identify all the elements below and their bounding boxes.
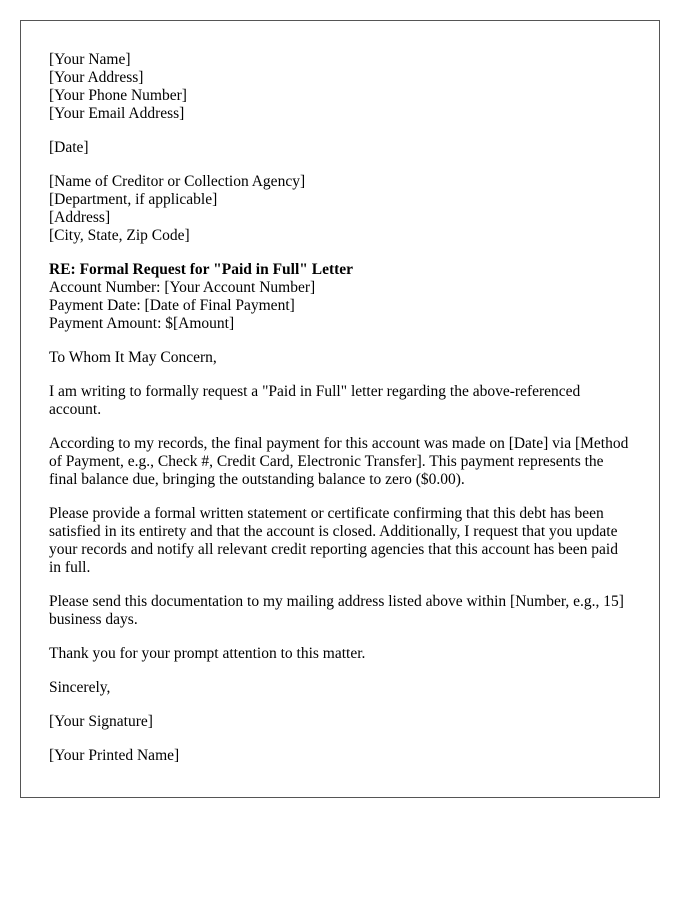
closing-signature: [Your Signature]	[49, 713, 153, 730]
recipient-department: [Department, if applicable]	[49, 191, 218, 208]
payment-amount: Payment Amount: $[Amount]	[49, 315, 235, 332]
recipient-block	[49, 173, 631, 245]
salutation: To Whom It May Concern,	[49, 349, 217, 366]
sender-phone: [Your Phone Number]	[49, 87, 187, 104]
body-paragraph-2: According to my records, the final payment for this account was made on [Date] via [Method of Payment, e.g., Check #, Credit Card, Electronic Transfer]. This payment represents the final balance due, bringing the outstanding balance to zero ($0.00).	[49, 435, 629, 488]
subject-block	[49, 261, 631, 333]
date-block	[49, 139, 631, 157]
sender-email: [Your Email Address]	[49, 105, 185, 122]
recipient-name: [Name of Creditor or Collection Agency]	[49, 173, 306, 190]
closing-printed-name: [Your Printed Name]	[49, 747, 180, 764]
sender-name: [Your Name]	[49, 51, 131, 68]
closing-valediction: Sincerely,	[49, 679, 111, 696]
recipient-address: [Address]	[49, 209, 111, 226]
body-paragraph-3: Please provide a formal written statement or certificate confirming that this debt has been satisfied in its entirety and that the account is closed. Additionally, I request that you update your records and notify all relevant credit reporting agencies that this account has been paid in full.	[49, 505, 618, 576]
body-paragraph-5: Thank you for your prompt attention to this matter.	[49, 645, 366, 662]
sender-block	[49, 51, 631, 123]
recipient-city-state-zip: [City, State, Zip Code]	[49, 227, 190, 244]
letter-document	[20, 20, 660, 798]
sender-address: [Your Address]	[49, 69, 144, 86]
payment-date: Payment Date: [Date of Final Payment]	[49, 297, 295, 314]
letter-date: [Date]	[49, 139, 89, 156]
body-paragraph-1: I am writing to formally request a "Paid in Full" letter regarding the above-referenced account.	[49, 383, 581, 418]
subject-title: RE: Formal Request for "Paid in Full" Letter	[49, 261, 354, 278]
account-number: Account Number: [Your Account Number]	[49, 279, 316, 296]
body-paragraph-4: Please send this documentation to my mailing address listed above within [Number, e.g., 15] business days.	[49, 593, 624, 628]
